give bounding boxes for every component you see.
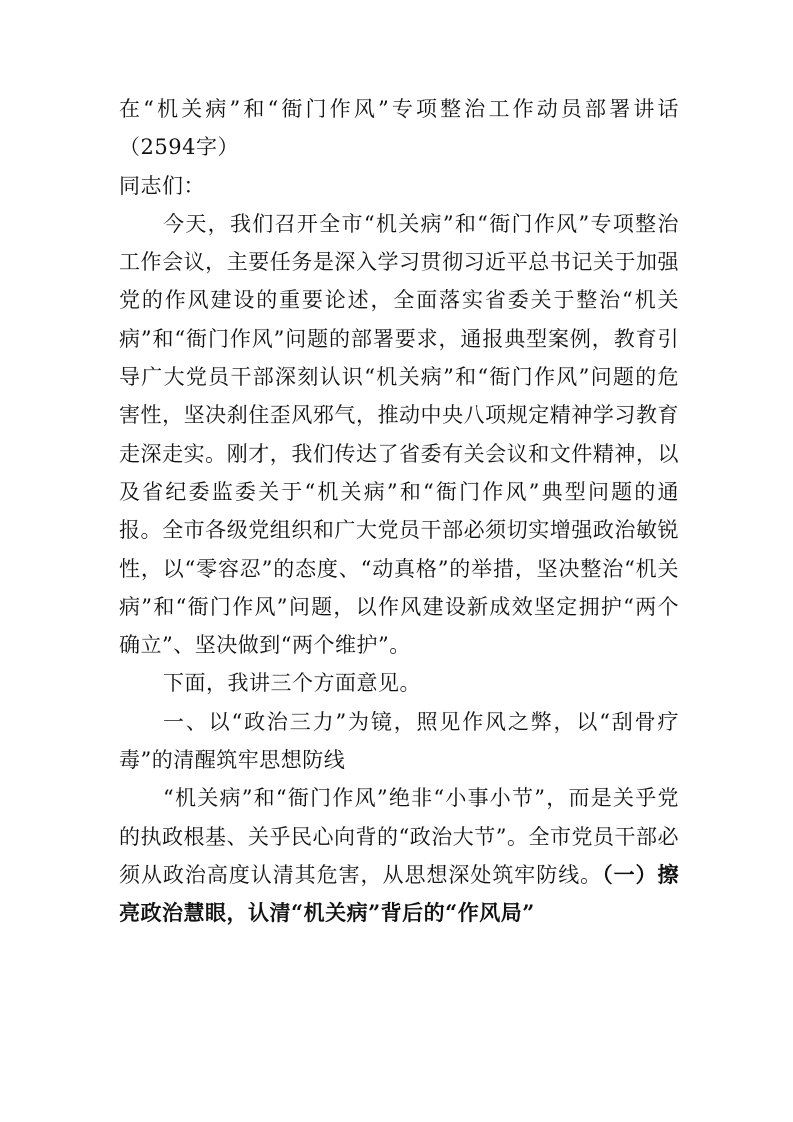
paragraph-opening: 今天，我们召开全市“机关病”和“衙门作风”专项整治工作会议，主要任务是深入学习贯彻习近平总书记关于加强党的作风建设的重要论述，全面落实省委关于整治“机关病”和“衙门作风”问题的部署要求，通报典型案例，教育引导广大党员干部深刻认识“机关病”和“衙门作风”问题的危害性，坚决刹住歪风邪气，推动中央八项规定精神学习教育走深走实。刚才，我们传达了省委有关会议和文件精神，以及省纪委监委关于“机关病”和“衙门作风”典型问题的通报。全市各级党组织和广大党员干部必须切实增强政治敏锐性，以“零容忍”的态度、“动真格”的举措，坚决整治“机关病”和“衙门作风”问题，以作风建设新成效坚定拥护“两个确立”、坚决做到“两个维护”。: [119, 211, 679, 658]
paragraph-section-1-text: “机关病”和“衙门作风”绝非“小事小节”，而是关乎党的执政根基、关乎民心向背的“政治大节”。全市党员干部必须从政治高度认清其危害，从思想深处筑牢防线。: [119, 786, 679, 887]
subheading-1: （一）擦亮政治慧眼，认清“机关病”背后的“作风局”: [119, 861, 680, 926]
document-title: 在“机关病”和“衙门作风”专项整治工作动员部署讲话（2594字）: [119, 97, 679, 160]
salutation: 同志们：: [119, 173, 205, 198]
section-heading-1: 一、以“政治三力”为镜，照见作风之弊，以“刮骨疗毒”的清醒筑牢思想防线: [119, 709, 679, 773]
paragraph-outline: 下面，我讲三个方面意见。: [163, 671, 421, 696]
paragraph-section-1: [119, 779, 679, 932]
document-page: [119, 90, 679, 933]
